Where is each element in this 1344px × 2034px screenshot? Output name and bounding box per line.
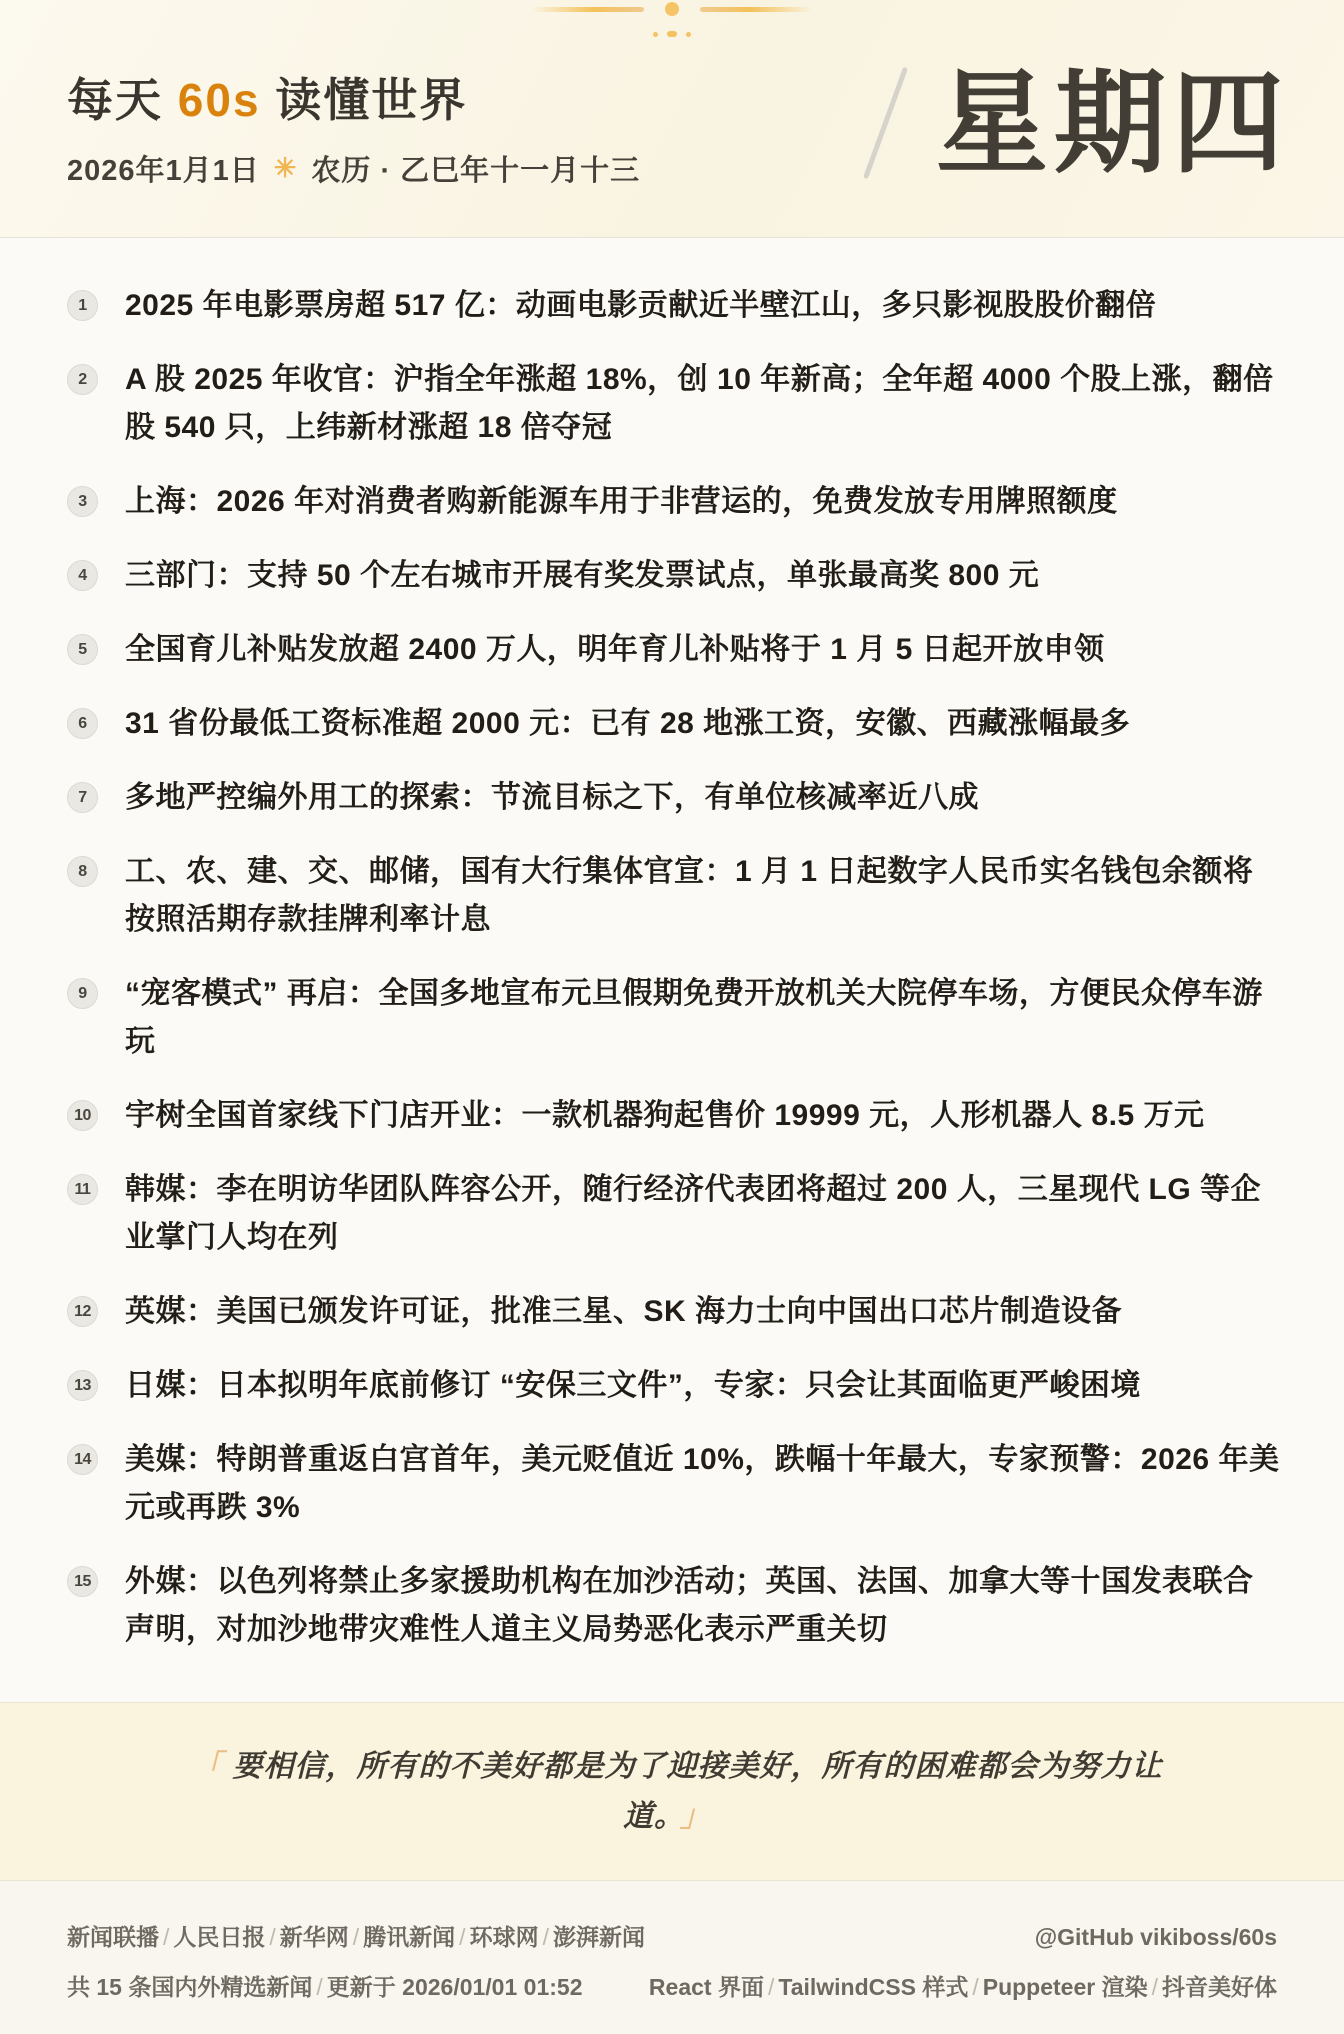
news-item (67, 970, 1280, 1066)
ornament-line-right (700, 7, 812, 12)
news-item-number: 2 (67, 364, 98, 395)
ornament-dot (686, 32, 691, 37)
news-item (67, 1288, 1280, 1336)
news-item (67, 1436, 1280, 1532)
news-item (67, 1166, 1280, 1262)
news-item (67, 774, 1280, 822)
daily-quote (167, 1742, 1177, 1842)
news-item-number: 8 (67, 856, 98, 887)
news-item-text: 三部门：支持 50 个左右城市开展有奖发票试点，单张最高奖 800 元 (125, 559, 1040, 592)
header (0, 0, 1344, 238)
news-item-text: 外媒：以色列将禁止多家援助机构在加沙活动；英国、法国、加拿大等十国发表联合声明，对加沙地带灾难性人道主义局势恶化表示严重关切 (125, 1565, 1254, 1646)
page-title (67, 64, 883, 130)
news-item (67, 848, 1280, 944)
title-highlight: 60s (177, 74, 261, 126)
ornament-line-left (532, 7, 644, 12)
news-item-text: 2025 年电影票房超 517 亿：动画电影贡献近半壁江山，多只影视股股价翻倍 (125, 289, 1157, 322)
news-item-number: 13 (67, 1370, 98, 1401)
ornament-dot (653, 32, 658, 37)
date-line (67, 148, 883, 189)
news-item-text: A 股 2025 年收官：沪指全年涨超 18%，创 10 年新高；全年超 4000 个股上涨，翻倍股 540 只，上纬新材涨超 18 倍夺冠 (125, 363, 1274, 444)
news-item (67, 282, 1280, 330)
news-item-number: 15 (67, 1566, 98, 1597)
title-suffix: 读懂世界 (275, 74, 468, 126)
asterisk-icon: ✳ (273, 153, 298, 183)
news-item-number: 10 (67, 1100, 98, 1131)
ornament-dot (667, 31, 677, 37)
top-ornament (532, 2, 812, 16)
news-item-text: 英媒：美国已颁发许可证，批准三星、SK 海力士向中国出口芯片制造设备 (125, 1295, 1123, 1328)
news-item-text: 全国育儿补贴发放超 2400 万人，明年育儿补贴将于 1 月 5 日起开放申领 (125, 633, 1105, 666)
news-item-number: 12 (67, 1296, 98, 1327)
news-item (67, 626, 1280, 674)
news-item-text: 多地严控编外用工的探索：节流目标之下，有单位核减率近八成 (125, 781, 979, 814)
news-item-number: 5 (67, 634, 98, 665)
ornament-dots (653, 31, 691, 37)
news-item-number: 9 (67, 978, 98, 1009)
footer (0, 1881, 1344, 2034)
news-item (67, 1558, 1280, 1654)
footer-row-meta (67, 1971, 1277, 2003)
news-list (0, 238, 1344, 1702)
footer-github-handle: @GitHub vikiboss/60s (1034, 1924, 1277, 1950)
news-item-number: 4 (67, 560, 98, 591)
news-item-text: 日媒：日本拟明年底前修订 “安保三文件”，专家：只会让其面临更严峻困境 (125, 1369, 1141, 1402)
news-item (67, 552, 1280, 600)
news-item-number: 7 (67, 782, 98, 813)
news-item-text: “宠客模式” 再启：全国多地宣布元旦假期免费开放机关大院停车场，方便民众停车游玩 (125, 977, 1263, 1058)
news-item-text: 韩媒：李在明访华团队阵容公开，随行经济代表团将超过 200 人，三星现代 LG 等企业掌门人均在列 (125, 1173, 1262, 1254)
footer-sources: 新闻联播 / 人民日报 / 新华网 / 腾讯新闻 / 环球网 / 澎湃新闻 (67, 1924, 645, 1950)
news-item-text: 31 省份最低工资标准超 2000 元：已有 28 地涨工资，安徽、西藏涨幅最多 (125, 707, 1131, 740)
news-item-number: 3 (67, 486, 98, 517)
quote-text: 要相信，所有的不美好都是为了迎接美好，所有的困难都会为努力让道。 (232, 1749, 1163, 1833)
quote-section (0, 1702, 1344, 1881)
news-item (67, 1092, 1280, 1140)
news-item-number: 14 (67, 1444, 98, 1475)
news-item (67, 478, 1280, 526)
weekday-label: 星期四 (936, 60, 1290, 186)
title-prefix: 每天 (67, 74, 163, 126)
footer-tech-stack: React 界面 / TailwindCSS 样式 / Puppeteer 渲染 / 抖音美好体 (648, 1974, 1277, 2000)
quote-open-bracket: 「 (191, 1749, 223, 1783)
footer-row-sources (67, 1921, 1277, 1953)
ornament-circle-icon (665, 2, 679, 16)
header-left (67, 64, 883, 189)
news-item (67, 1362, 1280, 1410)
news-item (67, 356, 1280, 452)
news-item-number: 1 (67, 290, 98, 321)
quote-close-bracket: 」 (680, 1799, 711, 1833)
news-item (67, 700, 1280, 748)
news-item-text: 美媒：特朗普重返白宫首年，美元贬值近 10%，跌幅十年最大，专家预警：2026 年美元或再跌 3% (125, 1443, 1280, 1524)
lunar-date: 农历 · 乙巳年十一月十三 (311, 155, 641, 187)
news-item-text: 宇树全国首家线下门店开业：一款机器狗起售价 19999 元，人形机器人 8.5 万元 (125, 1099, 1205, 1132)
news-item-text: 上海：2026 年对消费者购新能源车用于非营运的，免费发放专用牌照额度 (125, 485, 1118, 518)
news-item-text: 工、农、建、交、邮储，国有大行集体官宣：1 月 1 日起数字人民币实名钱包余额将按照活期存款挂牌利率计息 (125, 855, 1254, 936)
gregorian-date: 2026年1月1日 (67, 155, 260, 187)
news-item-number: 11 (67, 1174, 98, 1205)
news-item-number: 6 (67, 708, 98, 739)
footer-summary: 共 15 条国内外精选新闻 / 更新于 2026/01/01 01:52 (67, 1974, 583, 2000)
